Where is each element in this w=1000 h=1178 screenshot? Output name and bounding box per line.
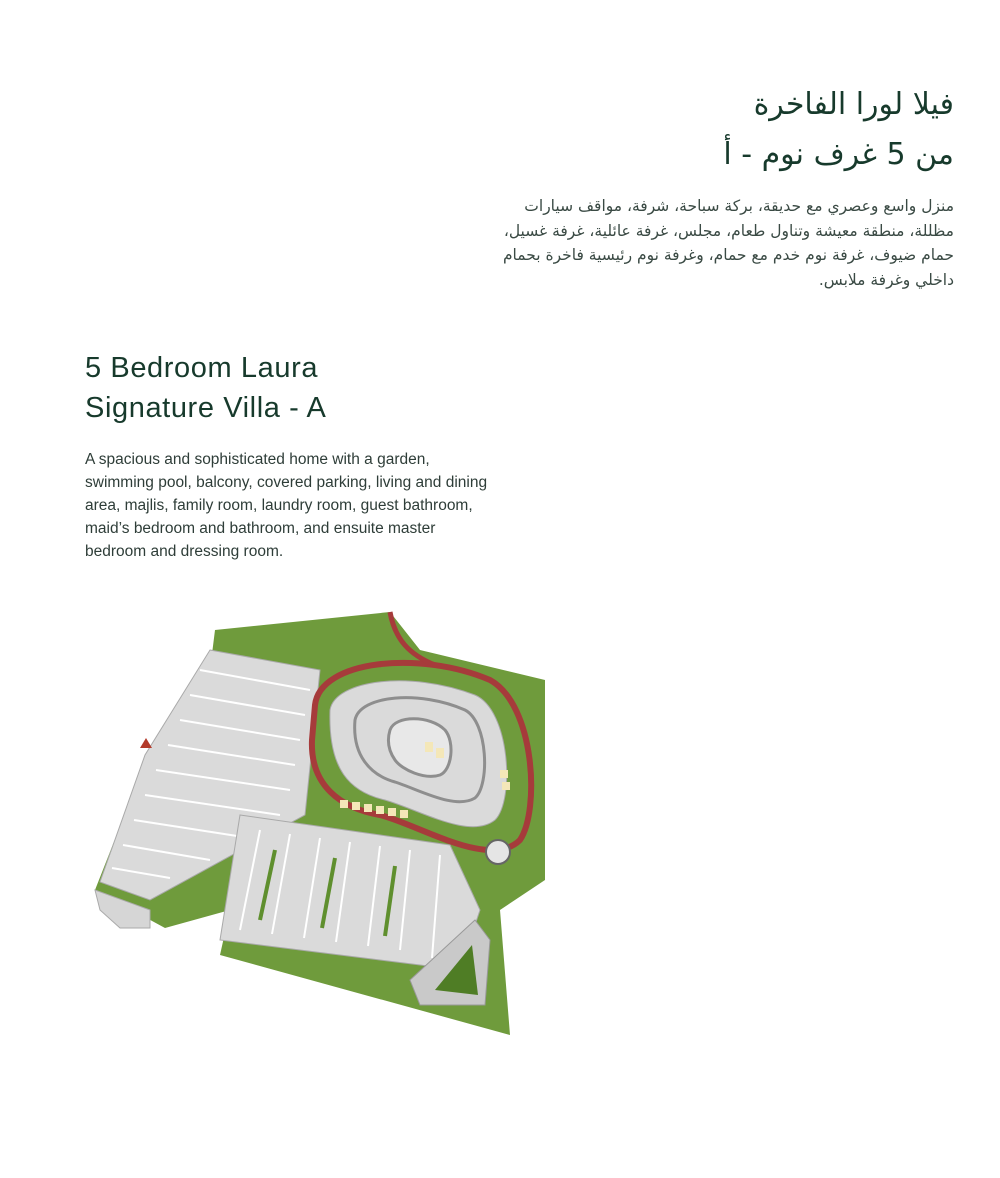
arabic-section — [494, 80, 954, 292]
english-section — [85, 348, 495, 563]
english-title — [85, 348, 495, 428]
entry-marker-icon — [140, 738, 152, 748]
roundabout-icon — [486, 840, 510, 864]
masterplan-map — [90, 610, 550, 1040]
english-description: A spacious and sophisticated home with a garden, swimming pool, balcony, covered parking, living and dining area, majlis, family room, laundry room, guest bathroom, maid’s bedroom and bathroom, and ensuite master bedroom and dressing room. — [85, 451, 488, 560]
arabic-title-line2: من 5 غرف نوم - أ — [723, 137, 954, 172]
arabic-description: منزل واسع وعصري مع حديقة، بركة سباحة، شرفة، مواقف سيارات مظللة، منطقة معيشة وتناول طعام، مجلس، غرفة عائلية، غرفة غسيل، حمام ضيوف، غرفة نوم خدم مع حمام، وغرفة نوم رئيسية فاخرة بحمام داخلي وغرفة ملابس. — [502, 197, 954, 289]
english-title-line1: 5 Bedroom Laura — [85, 352, 319, 384]
masterplan-illustration — [90, 610, 550, 1040]
arabic-title — [494, 80, 954, 180]
english-title-line2: Signature Villa - A — [85, 392, 327, 424]
arabic-title-line1: فيلا لورا الفاخرة — [753, 87, 954, 122]
